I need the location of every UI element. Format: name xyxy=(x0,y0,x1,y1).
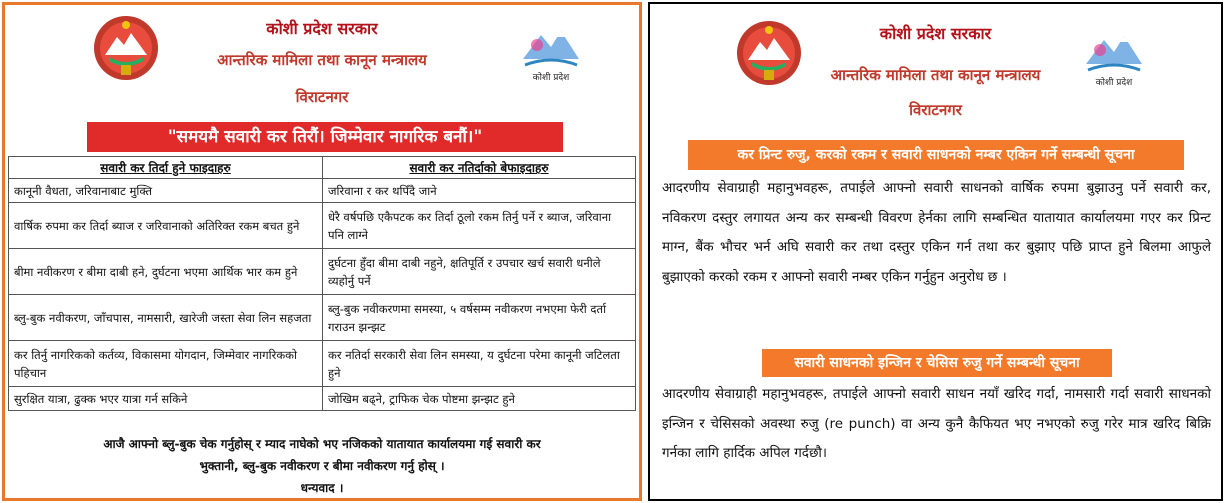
benefit-cell: वार्षिक रुपमा कर तिर्दा ब्याज र जरिवानाको अतिरिक्त रकम बचत हुने xyxy=(9,203,323,249)
drawback-cell: धेरै वर्षपछि एकैपटक कर तिर्दा ठूलो रकम तिर्नु पर्ने र ब्याज, जरिवाना पनि लाग्ने xyxy=(323,203,636,249)
thanks-text: धन्यवाद । xyxy=(300,481,344,495)
left-poster xyxy=(2,2,642,501)
drawback-cell: कर नतिर्दा सरकारी सेवा लिन समस्या, य दुर्घटना परेमा कानूनी जटिलता हुने xyxy=(323,341,636,387)
notice-2-heading: सवारी साधनको इन्जिन र चेसिस रुजु गर्ने सम्बन्धी सूचना xyxy=(762,349,1112,377)
table-row xyxy=(9,203,636,249)
benefit-cell: ब्लु-बुक नवीकरण, जाँचपास, नामसारी, खारेजी जस्ता सेवा लिन सहजता xyxy=(9,295,323,341)
table-row xyxy=(9,295,636,341)
drawback-cell: ब्लु-बुक नवीकरणमा समस्या, ५ वर्षसम्म नवीकरण नभएमा फेरी दर्ता गराउन झन्झट xyxy=(323,295,636,341)
koshi-logo-text: कोशी प्रदेश xyxy=(532,73,570,83)
ministry-title: आन्तरिक मामिला तथा कानून मन्त्रालय xyxy=(830,66,1041,84)
benefit-cell: बीमा नवीकरण र बीमा दाबी हने, दुर्घटना भएमा आर्थिक भार कम हुने xyxy=(9,249,323,295)
notice-2-body: आदरणीय सेवाग्राही महानुभवहरू, तपाईले आफ्नो सवारी साधन नयाँ खरिद गर्दा, नामसारी गर्दा सवारी साधनको इन्जिन र चेसिसको अवस्था रुजु (re punch) वा अन्य कुनै कैफियत भए नभएको रुजु गरेर मात्र खरिद बिक्रि गर्नका लागि हार्दिक अपिल गर्दछौ। xyxy=(662,386,1211,461)
notice-1-heading: कर प्रिन्ट रुजु, करको रकम र सवारी साधनको नम्बर एकिन गर्ने सम्बन्धी सूचना xyxy=(688,140,1184,170)
table-row xyxy=(9,179,636,203)
city-title: विराटनगर xyxy=(295,88,349,106)
drawback-cell: जरिवाना र कर थपिँदै जाने xyxy=(323,179,636,203)
government-title: कोशी प्रदेश सरकार xyxy=(879,24,992,43)
benefits-table xyxy=(8,156,636,411)
table-row xyxy=(9,341,636,387)
government-title: कोशी प्रदेश सरकार xyxy=(266,19,378,38)
drawback-cell: दुर्घटना हुँदा बीमा दाबी नहुने, क्षतिपूर्ति र उपचार खर्च सवारी धनीले व्यहोर्नु पर्ने xyxy=(323,249,636,295)
benefit-cell: कानूनी वैधता, जरिवानाबाट मुक्ति xyxy=(9,179,323,203)
footer-line-1: आजै आफ्नो ब्लु-बुक चेक गर्नुहोस् र म्याद नाघेको भए नजिकको यातायात कार्यालयमा गई सवारी कर xyxy=(103,437,541,451)
benefit-cell: कर तिर्नु नागरिकको कर्तव्य, विकासमा योगदान, जिम्मेवार नागरिकको पहिचान xyxy=(9,341,323,387)
ministry-title: आन्तरिक मामिला तथा कानून मन्त्रालय xyxy=(217,51,427,69)
table-row xyxy=(9,387,636,411)
footer-line-2: भुक्तानी, ब्लु-बुक नवीकरण र बीमा नवीकरण गर्नु होस् । xyxy=(199,459,445,473)
right-poster xyxy=(648,2,1223,501)
notice-1-body: आदरणीय सेवाग्राही महानुभवहरू, तपाईले आफ्नो सवारी साधनको वार्षिक रुपमा बुझाउनु पर्ने सवारी कर, नविकरण दस्तुर लगायत अन्य कर सम्बन्धी विवरण हेर्नका लागि सम्बन्धित यातायात कार्यालयमा गएर कर प्रिन्ट माग्न, बैंक भौचर भर्न अघि सवारी कर तथा दस्तुर एकिन गर्न तथा कर बुझाए पछि प्राप्त हुने बिलमा आफुले बुझाएको करको रकम र आफ्नो सवारी नम्बर एकिन गर्नुहुन अनुरोध छ । xyxy=(662,180,1211,285)
benefit-cell: सुरक्षित यात्रा, ढुक्क भएर यात्रा गर्न सकिने xyxy=(9,387,323,411)
city-title: विराटनगर xyxy=(909,101,962,119)
table-header-row xyxy=(9,157,636,179)
benefits-header: सवारी कर तिर्दा हुने फाइदाहरु xyxy=(9,157,323,179)
footer-appeal xyxy=(11,433,633,499)
table-row xyxy=(9,249,636,295)
koshi-logo-text: कोशी प्रदेश xyxy=(1095,78,1133,88)
drawback-cell: जोखिम बढ्ने, ट्राफिक चेक पोष्टमा झन्झट हुने xyxy=(323,387,636,411)
slogan-banner: "समयमै सवारी कर तिरौं। जिम्मेवार नागरिक बनौं।" xyxy=(87,122,563,152)
drawbacks-header: सवारी कर नतिर्दाको बेफाइदाहरु xyxy=(323,157,636,179)
